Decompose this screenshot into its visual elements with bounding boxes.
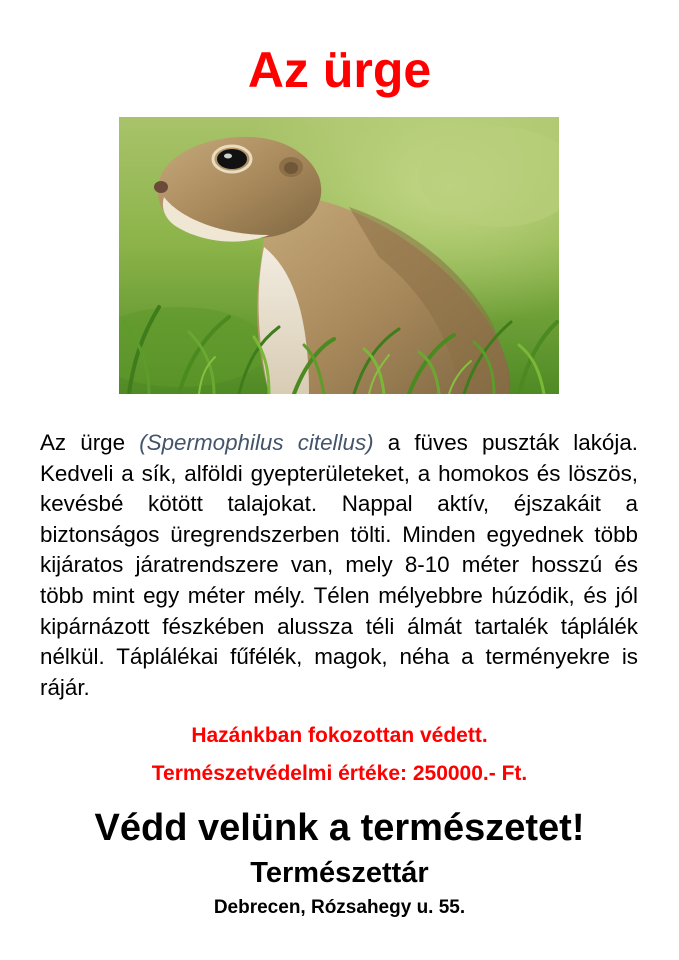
protected-status: Hazánkban fokozottan védett.: [191, 724, 488, 747]
conservation-value: Természetvédelmi értéke: 250000.- Ft.: [151, 762, 528, 785]
species-name: (Spermophilus citellus): [139, 430, 374, 455]
organization-name: Természettár: [250, 857, 429, 889]
description-intro: Az ürge: [40, 430, 140, 455]
description-text: a füves puszták lakója. Kedveli a sík, alföldi gyepterületeket, a homokos és löszös, kevésbé kötött talajokat. Nappal aktív, éjszakáit a biztonságos üregrendszerben tölti. Minden egyednek több kijáratos járatrendszere van, mely 8-10 méter hosszú és több mint egy méter mély. Télen mélyebbre húzódik, és jól kipárnázott fészkében alussza téli álmát tartalék táplálék nélkül. Táplálékai fűfélék, magok, néha a terményekre is rájár.: [40, 430, 638, 700]
description-paragraph: [40, 428, 638, 703]
poster-title: Az ürge: [247, 42, 432, 98]
organization-address: Debrecen, Rózsahegy u. 55.: [213, 897, 466, 918]
ground-squirrel-photo: [119, 117, 559, 394]
slogan: Védd velünk a természetet!: [94, 807, 585, 849]
